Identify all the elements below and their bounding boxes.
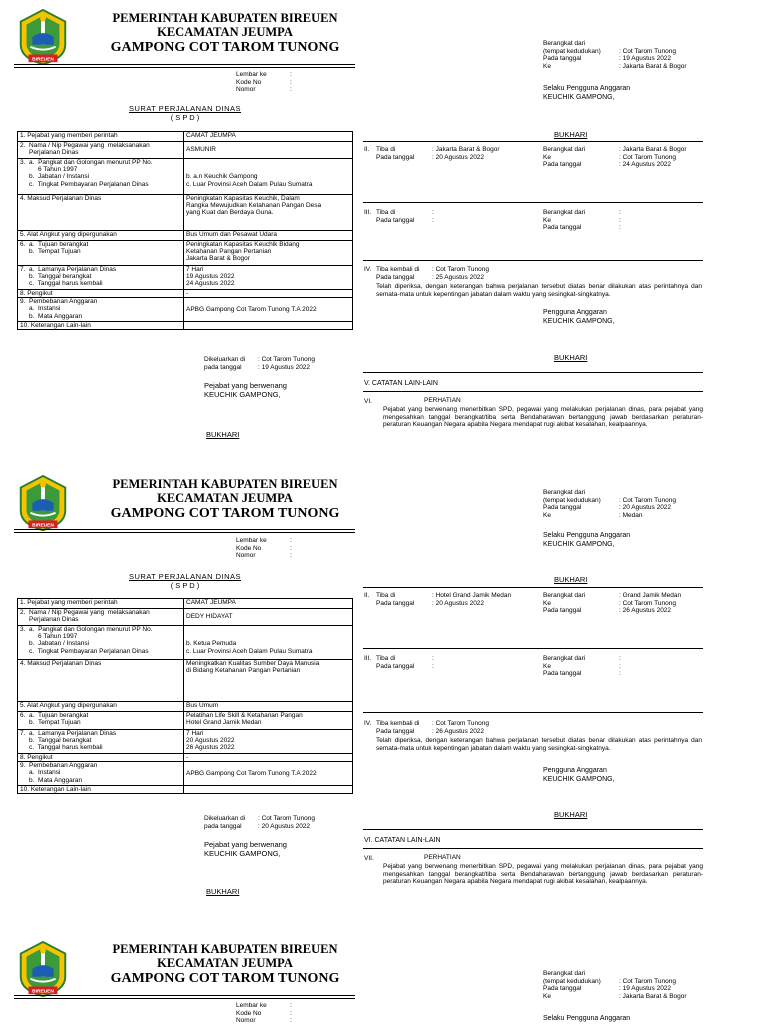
meta-colons: : : : (290, 1002, 292, 1024)
notice-heading: PERHATIAN (424, 397, 461, 404)
spd-title: SURAT PERJALANAN DINAS (129, 572, 241, 581)
section-rule (363, 829, 703, 830)
notice-num: VI. (364, 398, 372, 405)
section-ii: II. Tiba di : Jakarta Barat & Bogor Pada tanggal : 20 Agustus 2022 (364, 146, 500, 161)
row-value: c. Luar Provinsi Aceh Dalam Pulau Sumatra (186, 180, 313, 188)
signatory-name: BUKHARI (554, 575, 588, 584)
meta-block: Lembar ke Kode No Nomor (236, 1002, 267, 1024)
meta-label: Kode No (236, 78, 262, 86)
spd-subtitle: ( S P D ) (170, 581, 200, 590)
departure-block: Berangkat dari (tempat kedudukan) : Cot Tarom Tunong Pada tanggal : 19 Agustus 2022 Ke : Jakarta Barat & Bogor (543, 970, 687, 1000)
spd-title: SURAT PERJALANAN DINAS (129, 104, 241, 113)
signatory-name: BUKHARI (554, 810, 588, 819)
row-label: 1. Pejabat yang memberi perintah (18, 132, 184, 142)
logo-label: BIREUEN (32, 989, 54, 995)
section-iv: IV. Tiba kembali di : Cot Tarom Tunong Pada tanggal : 26 Agustus 2022 (364, 720, 489, 735)
section-ii-right: Berangkat dari : Grand Jamik Medan Ke : Cot Tarom Tunong Pada tanggal : 26 Agustus 2022 (543, 592, 682, 614)
section-ii: II. Tiba di : Hotel Grand Jamik Medan Pada tanggal : 20 Agustus 2022 (364, 592, 512, 607)
section-rule (363, 648, 703, 649)
notes-heading: VI. CATATAN LAIN-LAIN (364, 837, 441, 844)
header-district: KECAMATAN JEUMPA (157, 956, 293, 970)
meta-block (236, 71, 267, 94)
spd-subtitle: ( S P D ) (170, 113, 200, 122)
verification-text: Telah diperiksa, dengan keterangan bahwa perjalanan tersebut diatas benar dilakukan atas perintahnya dan semata-mata untuk kepentingan jabatan dalam waktu yang sesingkat-singkatnya. (376, 737, 702, 752)
header-government: PEMERINTAH KABUPATEN BIREUEN (112, 942, 338, 956)
bireuen-logo (14, 8, 72, 68)
section-iv: IV. Tiba kembali di : Cot Tarom Tunong Pada tanggal : 25 Agustus 2022 (364, 266, 489, 281)
spd-table: 1. Pejabat yang memberi perintah CAMAT JEUMPA 2. Nama / Nip Pegawai yang melaksanakan Perjalanan Dinas ASMUNIR 3. a. Pangkat dan Golongan menurut PP No. 6 Tahun 1997 b. Jabatan / Instansi c. Tingkat Pembayaran Perjalanan Dinas b. a.n Keuchik Gampong c. Luar Provinsi Aceh Dalam Pulau Sumatra 4. Maksud Perjalanan Dinas Peningkatan Kapasitas Keuchik, Dalam Rangka Mewujudkan Ketahanan Pangan Desa yang Kuat dan Berdaya Guna. 5. Alat Angkut yang dipergunakan Bus Umum dan Pesawat Udara 6. a. Tujuan berangkat b. Tempat Tujuan Peningkatan Kapasitas Keuchik Bidang Ketahanan Pangan Pertanian Jakarta Barat & Bogor 7. a. Lamanya Perjalanan Dinas b. Tanggal berangkat c. Tanggal harus kembali 7 Hari 19 Agustus 2022 24 Agustus 2022 8. Pengikut - 9. Pembebanan Anggaran a. Instansi b. Mata Anggaran APBG Gampong Cot Tarom Tunong T.A 2022 10. Keterangan Lain-lain (17, 131, 353, 330)
notice-text: Pejabat yang berwenang menerbitkan SPD, pegawai yang melakukan perjalanan dinas, para pejabat yang mengesahkan tanggal berangkat/tiba serta Bendaharawan bertanggung jawab berdasarkan peraturan-peraturan Keuangan Negara apabila Negara mendapat rugi akibat kesalahan, kealpaannya. (383, 406, 703, 428)
notice-num: VII. (364, 855, 374, 862)
section-rule (363, 141, 703, 142)
signatory-name: BUKHARI (206, 430, 240, 439)
verification-text: Telah diperiksa, dengan keterangan bahwa perjalanan tersebut diatas benar dilakukan atas perintahnya dan semata-mata untuk kepentingan jabatan dalam waktu yang sesingkat-singkatnya. (376, 283, 702, 298)
issued-block: Dikeluarkan di : Cot Tarom Tunong pada tanggal : 20 Agustus 2022 (204, 815, 315, 830)
section-iii-right: Berangkat dari : Ke : Pada tanggal : (543, 209, 621, 231)
section-rule (363, 391, 703, 392)
header-district: KECAMATAN JEUMPA (157, 25, 293, 39)
budget-user-label: Selaku Pengguna Anggaran (543, 1015, 631, 1022)
section-rule (363, 260, 703, 261)
notes-heading: V. CATATAN LAIN-LAIN (364, 380, 438, 387)
signatory-block: Pejabat yang berwenang KEUCHIK GAMPONG, (204, 381, 287, 399)
section-rule (363, 587, 703, 588)
section-rule (363, 202, 703, 203)
budget-user-block: Pengguna Anggaran KEUCHIK GAMPONG, (543, 309, 615, 325)
header-village: GAMPONG COT TAROM TUNONG (110, 40, 340, 55)
section-rule (363, 848, 703, 849)
section-iii: III. Tiba di : Pada tanggal : (364, 209, 434, 224)
issued-block: Dikeluarkan di : Cot Tarom Tunong pada tanggal : 19 Agustus 2022 (204, 356, 315, 371)
departure-block: Berangkat dari (tempat kedudukan) : Cot Tarom Tunong Pada tanggal : 19 Agustus 2022 Ke : Jakarta Barat & Bogor (543, 40, 687, 70)
budget-user-block: Selaku Pengguna Anggaran KEUCHIK GAMPONG, (543, 85, 631, 101)
row-value: b. a.n Keuchik Gampong (186, 173, 258, 181)
header-district: KECAMATAN JEUMPA (157, 491, 293, 505)
signatory-name: BUKHARI (554, 130, 588, 139)
logo-label: BIREUEN (32, 57, 54, 63)
meta-colons: : : : (290, 71, 292, 93)
spd-table: 1. Pejabat yang memberi perintah CAMAT JEUMPA 2. Nama / Nip Pegawai yang melaksanakan Perjalanan Dinas DEDY HIDAYAT 3. a. Pangkat dan Golongan menurut PP No. 6 Tahun 1997 b. Jabatan / Instansi c. Tingkat Pembayaran Perjalanan Dinas b. Ketua Pemuda c. Luar Provinsi Aceh Dalam Pulau Sumatra 4. Maksud Perjalanan Dinas Meningkatkan Kualitas Sumber Daya Manusia di Bidang Ketahanan Pangan Pertanian 5. Alat Angkut yang dipergunakan Bus Umum 6. a. Tujuan berangkat b. Tempat Tujuan Pelatihan Life Skill & Ketahanan Pangan Hotel Grand Jamik Medan 7. a. Lamanya Perjalanan Dinas b. Tanggal berangkat c. Tanggal harus kembali 7 Hari 20 Agustus 2022 26 Agustus 2022 8. Pengikut - 9. Pembebanan Anggaran a. Instansi b. Mata Anggaran APBG Gampong Cot Tarom Tunong T.A 2022 10. Keterangan Lain-lain (17, 598, 353, 794)
meta-colons: : : : (290, 537, 292, 559)
header-government: PEMERINTAH KABUPATEN BIREUEN (112, 11, 338, 25)
section-iii-right: Berangkat dari : Ke : Pada tanggal : (543, 655, 621, 677)
signatory-block: Pejabat yang berwenang KEUCHIK GAMPONG, (204, 840, 287, 858)
header-village: GAMPONG COT TAROM TUNONG (110, 971, 340, 986)
bireuen-logo (14, 474, 72, 534)
header-rule (14, 529, 355, 533)
row-value: CAMAT JEUMPA (184, 132, 353, 142)
logo-label: BIREUEN (32, 523, 54, 529)
departure-block: Berangkat dari (tempat kedudukan) : Cot Tarom Tunong Pada tanggal : 20 Agustus 2022 Ke : Medan (543, 489, 676, 519)
header-rule (14, 64, 355, 68)
section-rule (363, 372, 703, 373)
row-value: ASMUNIR (184, 142, 353, 159)
meta-label: Nomor (236, 86, 256, 93)
section-ii-right: Berangkat dari : Jakarta Barat & Bogor Ke : Cot Tarom Tunong Pada tanggal : 24 Agustus 2022 (543, 146, 687, 168)
meta-block: Lembar ke Kode No Nomor (236, 537, 267, 559)
header-village: GAMPONG COT TAROM TUNONG (110, 506, 340, 521)
header-government: PEMERINTAH KABUPATEN BIREUEN (112, 477, 338, 491)
budget-user-block: Pengguna Anggaran KEUCHIK GAMPONG, (543, 767, 615, 783)
section-iii: III. Tiba di : Pada tanggal : (364, 655, 434, 670)
notice-heading: PERHATIAN (424, 854, 461, 861)
signatory-name: BUKHARI (206, 887, 240, 896)
budget-user-block: Selaku Pengguna Anggaran KEUCHIK GAMPONG, (543, 532, 631, 548)
meta-label: Lembar ke (236, 71, 267, 78)
signatory-name: BUKHARI (554, 353, 588, 362)
header-rule (14, 995, 355, 999)
notice-text: Pejabat yang berwenang menerbitkan SPD, pegawai yang melakukan perjalanan dinas, para pejabat yang mengesahkan tanggal berangkat/tiba serta Bendaharawan bertanggung jawab berdasarkan peraturan-peraturan Keuangan Negara apabila Negara mendapat rugi akibat kesalahan, kealpaannya. (383, 863, 703, 885)
section-rule (363, 712, 703, 713)
bireuen-logo (14, 940, 72, 1000)
